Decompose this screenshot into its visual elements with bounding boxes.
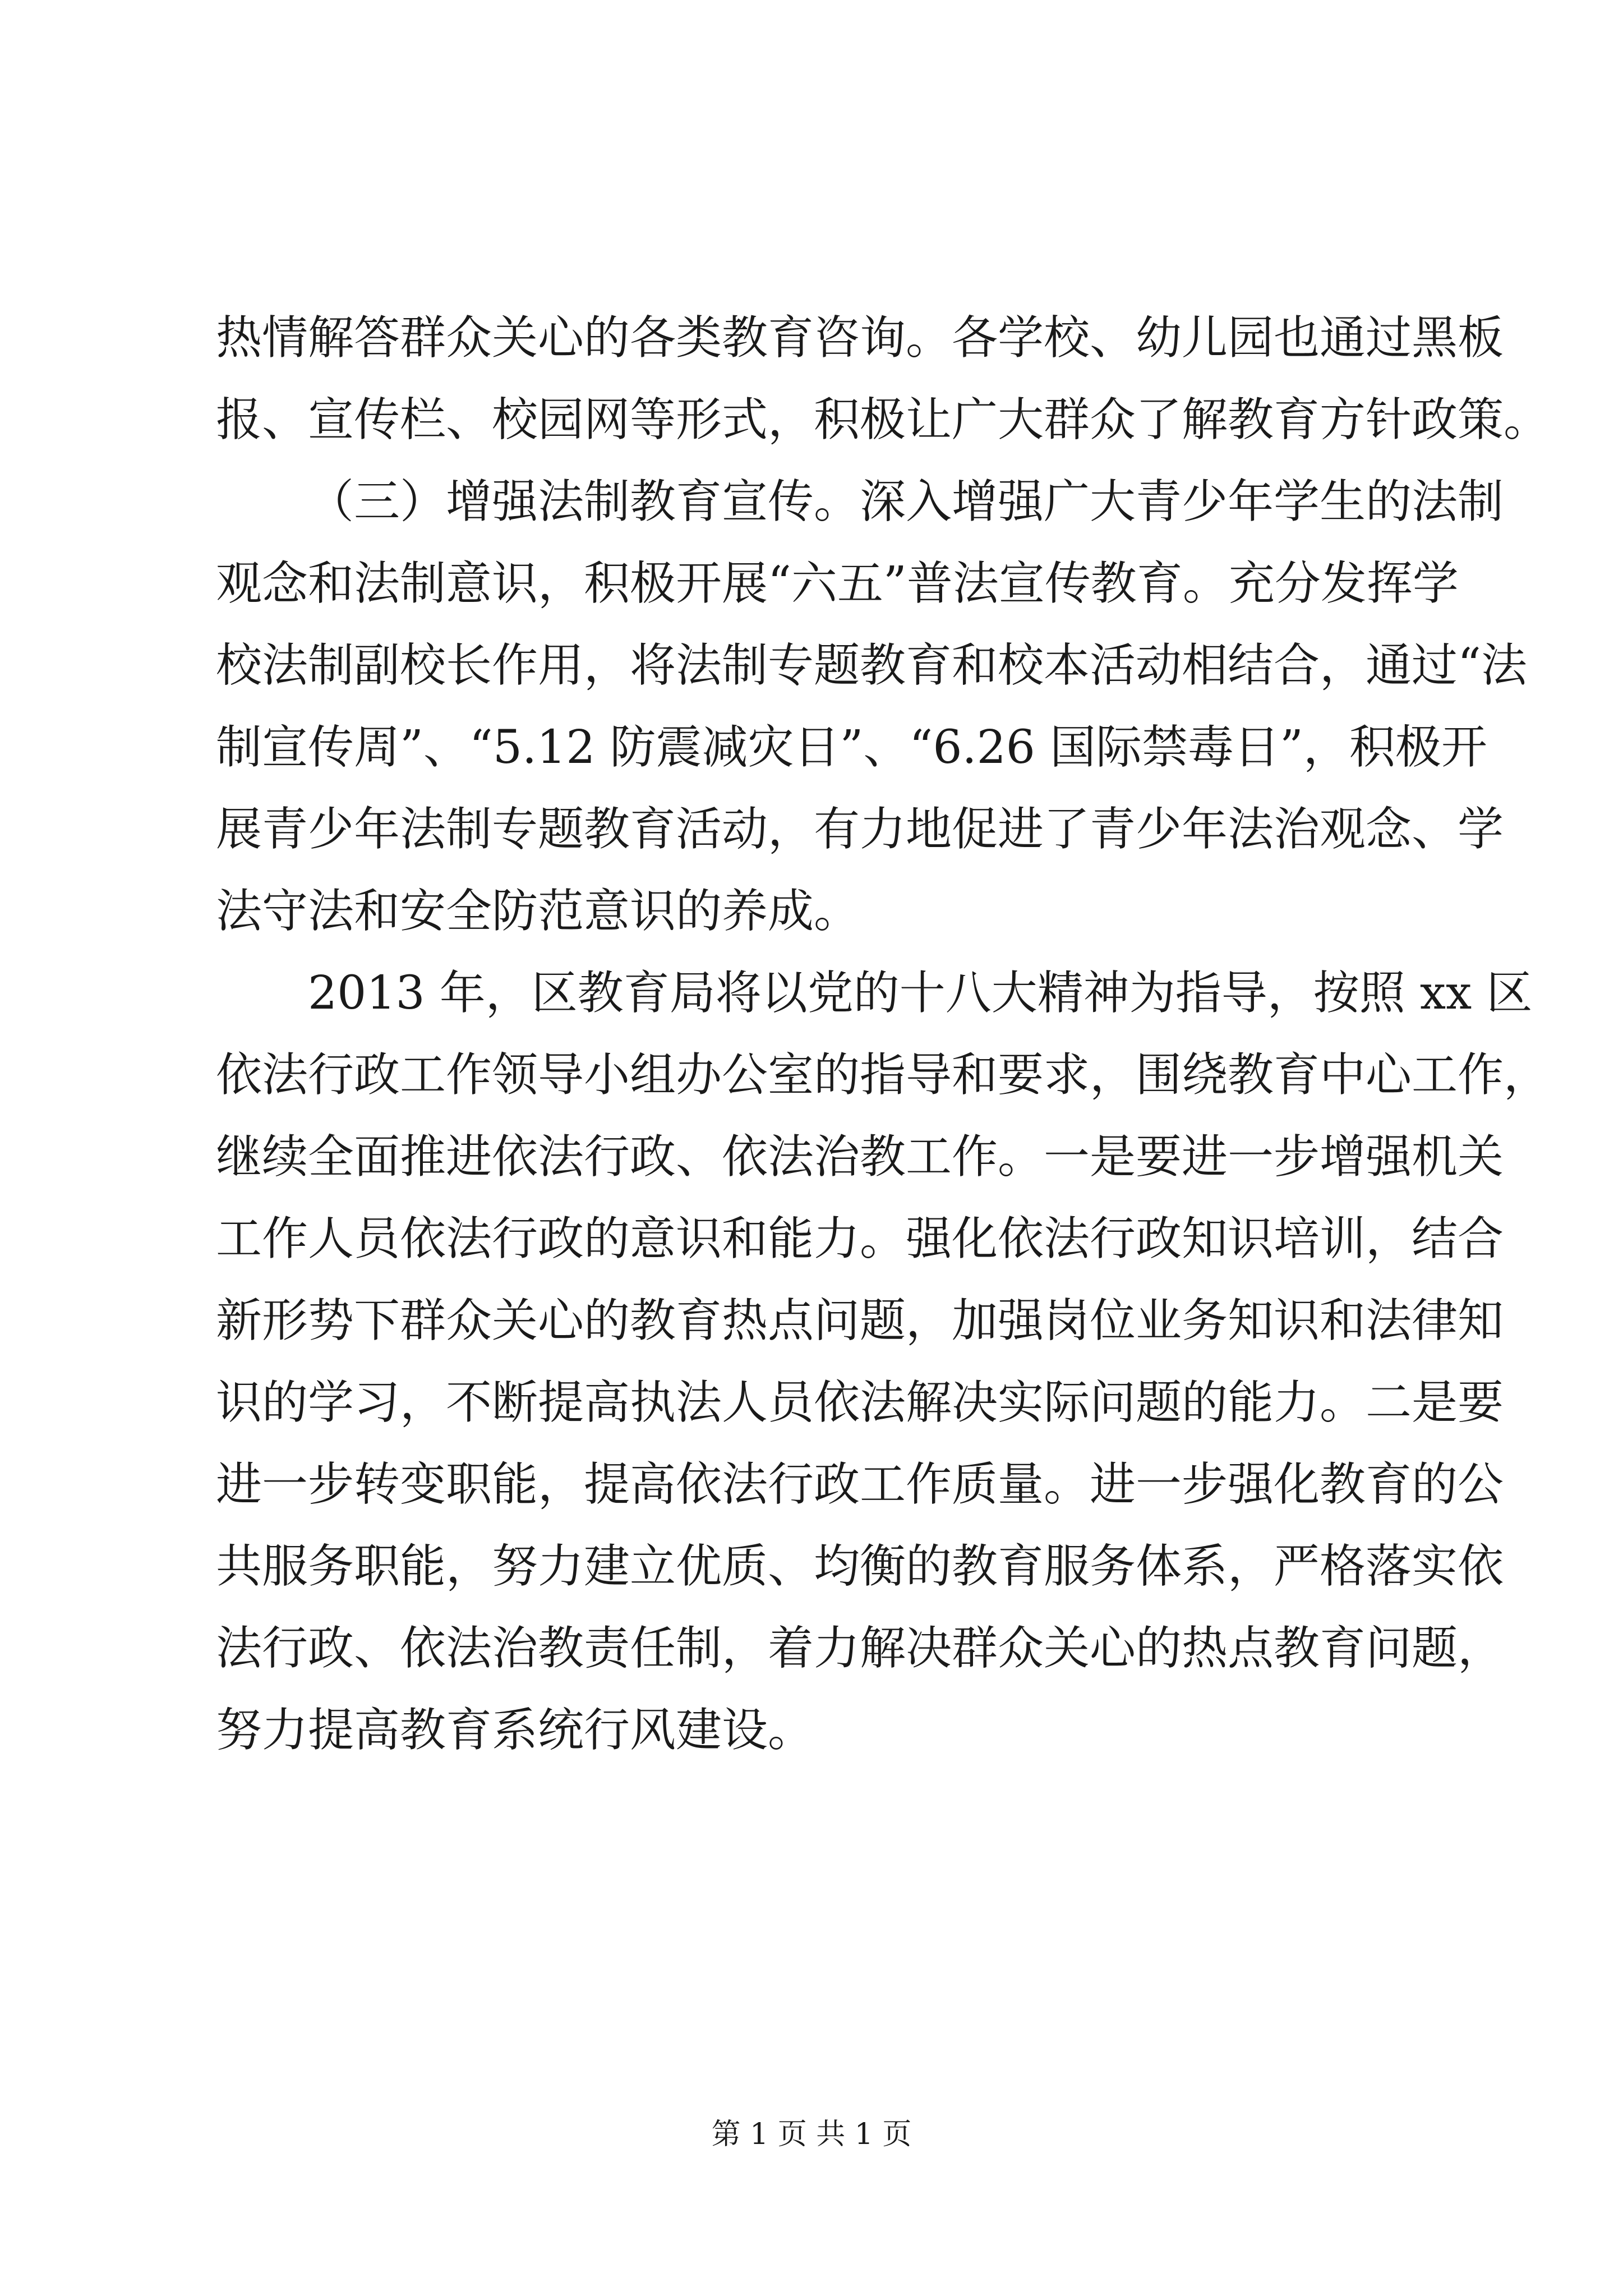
text-line: 识的学习，不断提高执法人员依法解决实际问题的能力。二是要 [216, 1376, 1504, 1429]
paragraph [216, 461, 1527, 953]
text-line: 报、宣传栏、校园网等形式，积极让广大群众了解教育方针政策。 [216, 393, 1550, 447]
text-line: 工作人员依法行政的意识和能力。强化依法行政知识培训，结合 [216, 1212, 1504, 1266]
text-line: 法行政、依法治教责任制，着力解决群众关心的热点教育问题， [216, 1622, 1504, 1675]
paragraph [216, 297, 1550, 461]
document-body [216, 297, 1550, 1772]
text-line: 制宣传周”、“5.12 防震减灾日”、“6.26 国际禁毒日”，积极开 [216, 721, 1487, 774]
text-line: 共服务职能，努力建立优质、均衡的教育服务体系，严格落实依 [216, 1540, 1504, 1593]
text-line: 法守法和安全防范意识的养成。 [216, 885, 860, 938]
text-line: 2013 年，区教育局将以党的十八大精神为指导，按照 xx 区 [308, 967, 1533, 1020]
text-line: 热情解答群众关心的各类教育咨询。各学校、幼儿园也通过黑板 [216, 311, 1504, 365]
text-line: 继续全面推进依法行政、依法治教工作。一是要进一步增强机关 [216, 1130, 1504, 1184]
text-line: 展青少年法制专题教育活动，有力地促进了青少年法治观念、学 [216, 803, 1504, 856]
text-line: 努力提高教育系统行风建设。 [216, 1704, 814, 1757]
text-line: 校法制副校长作用，将法制专题教育和校本活动相结合，通过“法 [216, 639, 1527, 692]
text-line: （三）增强法制教育宣传。深入增强广大青少年学生的法制 [308, 475, 1504, 528]
text-line: 依法行政工作领导小组办公室的指导和要求，围绕教育中心工作， [216, 1048, 1550, 1102]
text-line: 进一步转变职能，提高依法行政工作质量。进一步强化教育的公 [216, 1458, 1504, 1511]
text-line: 观念和法制意识，积极开展“六五”普法宣传教育。充分发挥学 [216, 557, 1459, 610]
paragraph [216, 953, 1550, 1772]
page-number-footer: 第 1 页 共 1 页 [711, 2118, 912, 2151]
text-line: 新形势下群众关心的教育热点问题，加强岗位业务知识和法律知 [216, 1294, 1504, 1347]
